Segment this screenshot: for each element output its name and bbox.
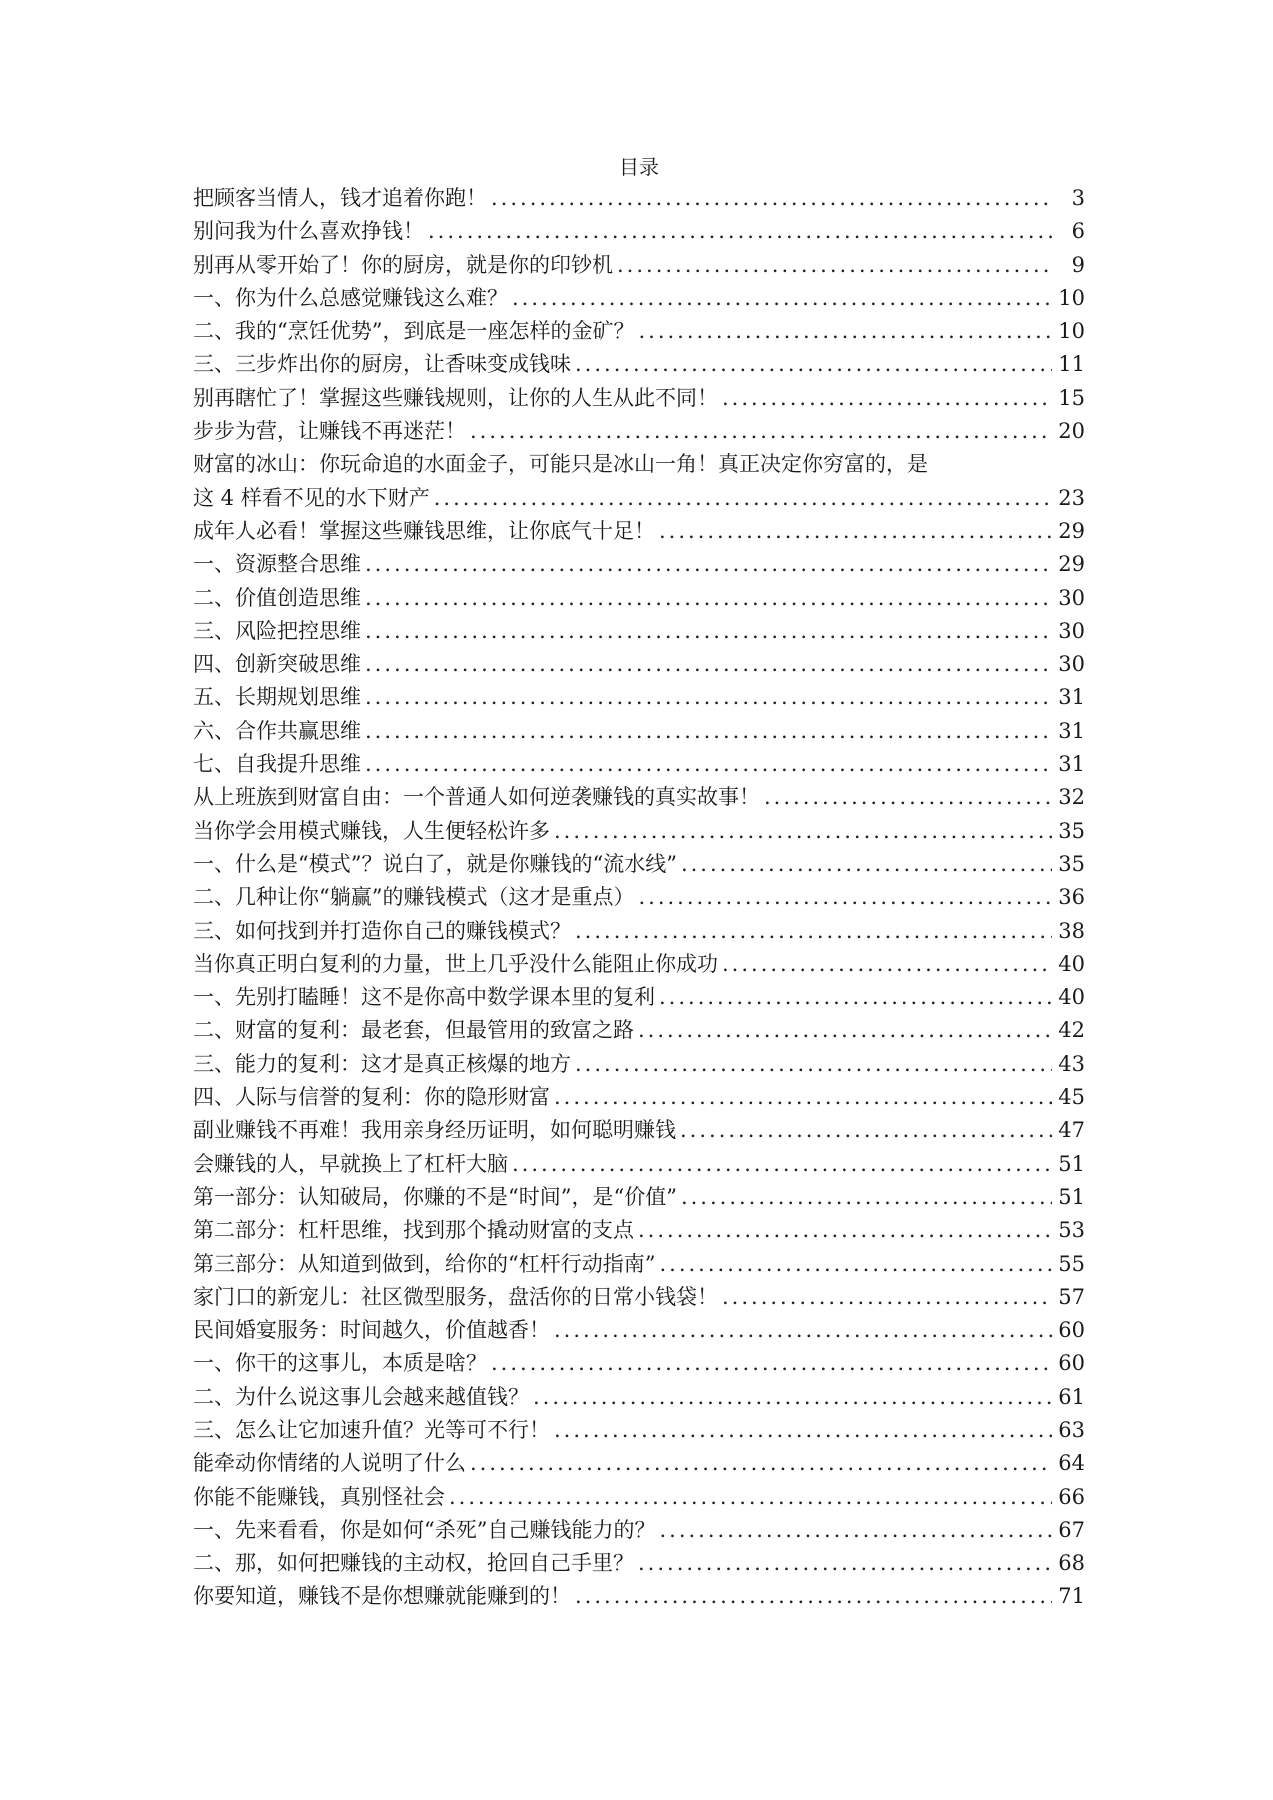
toc-entry-page-number: 60 [1058,1318,1085,1343]
toc-entry[interactable] [193,1048,1085,1081]
toc-entry-text: 一、先来看看，你是如何“杀死”自己赚钱能力的？ [193,1517,656,1542]
toc-entry-text: 当你学会用模式赚钱，人生便轻松许多 [193,818,550,843]
dot-leader [638,1014,1052,1047]
toc-entry[interactable] [193,1248,1085,1281]
toc-entry-page-number: 53 [1058,1218,1085,1243]
toc-entry-page-number: 30 [1058,618,1085,643]
toc-entry-text: 二、那，如何把赚钱的主动权，抢回自己手里？ [193,1551,634,1576]
toc-entry-text: 别再瞎忙了！掌握这些赚钱规则，让你的人生从此不同！ [193,385,718,410]
dot-leader [365,615,1052,648]
toc-entry-text: 步步为营，让赚钱不再迷茫！ [193,419,466,444]
toc-entry-page-number: 29 [1058,552,1085,577]
toc-entry-page-number: 31 [1058,718,1085,743]
toc-entry-text: 当你真正明白复利的力量，世上几乎没什么能阻止你成功 [193,951,718,976]
toc-entry[interactable] [193,415,1085,448]
toc-entry-text: 你能不能赚钱，真别怪社会 [193,1484,445,1509]
dot-leader [681,1181,1052,1214]
dot-leader [491,1347,1052,1380]
dot-leader [365,715,1052,748]
toc-title: 目录 [619,155,659,179]
toc-entry-page-number: 40 [1058,985,1085,1010]
toc-entry-page-number: 71 [1058,1584,1085,1609]
toc-entry-page-number: 43 [1058,1051,1085,1076]
dot-leader [638,1214,1052,1247]
toc-entry-text: 一、资源整合思维 [193,552,361,577]
toc-entry-text: 一、什么是“模式”？说白了，就是你赚钱的“流水线” [193,851,677,876]
toc-entry-page-number: 3 [1071,186,1085,210]
toc-entry-page-number: 51 [1058,1151,1085,1176]
toc-entry-text: 你要知道，赚钱不是你想赚就能赚到的！ [193,1584,571,1609]
toc-entry[interactable] [193,715,1085,748]
toc-entry[interactable] [193,215,1085,248]
toc-entry-page-number: 61 [1058,1384,1085,1409]
dot-leader [764,781,1052,814]
toc-entry-text: 别问我为什么喜欢挣钱！ [193,219,424,244]
toc-entry[interactable] [193,1547,1085,1580]
dot-leader [659,981,1052,1014]
dot-leader [434,482,1053,515]
toc-entry[interactable] [193,1447,1085,1480]
toc-entry[interactable] [193,1481,1085,1514]
toc-entry[interactable] [193,1314,1085,1347]
toc-entry-page-number: 32 [1058,785,1085,810]
toc-entry-text: 第三部分：从知道到做到，给你的“杠杆行动指南” [193,1251,656,1276]
toc-entry[interactable] [193,315,1085,348]
dot-leader [681,848,1052,881]
toc-entry-page-number: 38 [1058,918,1085,943]
toc-entry[interactable] [193,515,1085,548]
toc-entry[interactable] [193,915,1085,948]
toc-entry[interactable] [193,948,1085,981]
toc-entry[interactable] [193,1181,1085,1214]
dot-leader [365,748,1052,781]
dot-leader [575,1580,1052,1613]
dot-leader [554,1314,1052,1347]
toc-entry[interactable] [193,249,1085,282]
toc-entry-text: 三、三步炸出你的厨房，让香味变成钱味 [193,352,571,377]
toc-entry-page-number: 9 [1071,252,1085,277]
dot-leader [575,348,1052,381]
toc-entry[interactable] [193,1081,1085,1114]
toc-entry[interactable] [193,615,1085,648]
toc-entry-page-number: 6 [1071,219,1085,244]
dot-leader [659,515,1052,548]
toc-entry-text: 会赚钱的人，早就换上了杠杆大脑 [193,1151,508,1176]
toc-entry[interactable] [193,348,1085,381]
toc-entry-page-number: 57 [1058,1284,1085,1309]
dot-leader [638,315,1052,348]
dot-leader [638,1547,1052,1580]
toc-entry-line2 [193,482,1085,515]
toc-entry[interactable] [193,1014,1085,1047]
toc-entry-page-number: 20 [1058,419,1085,444]
toc-entry[interactable] [193,815,1085,848]
toc-entry-text: 一、你为什么总感觉赚钱这么难？ [193,285,508,310]
dot-leader [491,182,1053,215]
toc-entry-text: 民间婚宴服务：时间越久，价值越香！ [193,1318,550,1343]
toc-entry[interactable] [193,1580,1085,1613]
toc-entry-text: 二、价值创造思维 [193,585,361,610]
toc-entry[interactable] [193,448,1085,515]
toc-entry-page-number: 31 [1058,752,1085,777]
toc-entry-text: 第一部分：认知破局，你赚的不是“时间”，是“价值” [193,1184,677,1209]
toc-entry[interactable] [193,282,1085,315]
toc-list [193,182,1085,1614]
dot-leader [554,815,1052,848]
toc-entry-text: 从上班族到财富自由：一个普通人如何逆袭赚钱的真实故事！ [193,785,760,810]
toc-entry-page-number: 29 [1058,518,1085,543]
dot-leader [470,1447,1052,1480]
toc-entry-text: 把顾客当情人，钱才追着你跑！ [193,186,487,210]
dot-leader [365,548,1052,581]
toc-entry[interactable] [193,1514,1085,1547]
toc-entry-page-number: 10 [1058,319,1085,344]
toc-entry-text: 一、你干的这事儿，本质是啥？ [193,1351,487,1376]
dot-leader [554,1414,1052,1447]
dot-leader [428,215,1053,248]
dot-leader [533,1381,1052,1414]
toc-entry-text: 家门口的新宠儿：社区微型服务，盘活你的日常小钱袋！ [193,1284,718,1309]
dot-leader [449,1481,1052,1514]
toc-entry-page-number: 47 [1058,1118,1085,1143]
dot-leader [512,1148,1052,1181]
toc-entry-text: 四、创新突破思维 [193,652,361,677]
toc-entry-text: 二、几种让你“躺赢”的赚钱模式（这才是重点） [193,885,635,910]
toc-entry-page-number: 64 [1058,1451,1085,1476]
toc-entry[interactable] [193,881,1085,914]
dot-leader [575,915,1052,948]
toc-entry-page-number: 51 [1058,1184,1085,1209]
toc-entry-page-number: 10 [1058,285,1085,310]
toc-entry-page-number: 55 [1058,1251,1085,1276]
dot-leader [638,881,1052,914]
toc-entry-text: 第二部分：杠杆思维，找到那个撬动财富的支点 [193,1218,634,1243]
toc-entry-page-number: 11 [1058,352,1085,377]
toc-entry[interactable] [193,1381,1085,1414]
toc-entry-text: 别再从零开始了！你的厨房，就是你的印钞机 [193,252,613,277]
toc-entry[interactable] [193,1114,1085,1147]
toc-entry[interactable] [193,1148,1085,1181]
toc-entry[interactable] [193,981,1085,1014]
toc-entry[interactable] [193,1414,1085,1447]
toc-entry-text: 二、为什么说这事儿会越来越值钱？ [193,1384,529,1409]
toc-entry[interactable] [193,548,1085,581]
toc-entry-text: 成年人必看！掌握这些赚钱思维，让你底气十足！ [193,518,655,543]
toc-entry[interactable] [193,848,1085,881]
toc-entry-page-number: 15 [1058,385,1085,410]
toc-entry-page-number: 63 [1058,1417,1085,1442]
toc-entry-page-number: 35 [1058,818,1085,843]
toc-entry-text: 七、自我提升思维 [193,752,361,777]
toc-entry-page-number: 67 [1058,1517,1085,1542]
toc-entry-page-number: 68 [1058,1551,1085,1576]
toc-entry[interactable] [193,648,1085,681]
dot-leader [659,1248,1052,1281]
toc-entry-page-number: 31 [1058,685,1085,710]
dot-leader [722,382,1052,415]
dot-leader [680,1114,1052,1147]
dot-leader [470,415,1052,448]
toc-entry-text: 三、风险把控思维 [193,618,361,643]
dot-leader [365,681,1052,714]
dot-leader [722,1281,1052,1314]
toc-entry-text-line2: 这 4 样看不见的水下财产 [193,485,430,510]
dot-leader [365,582,1052,615]
dot-leader [722,948,1052,981]
dot-leader [512,282,1052,315]
toc-entry[interactable] [193,1281,1085,1314]
toc-entry-text: 二、财富的复利：最老套，但最管用的致富之路 [193,1018,634,1043]
toc-entry-text: 三、能力的复利：这才是真正核爆的地方 [193,1051,571,1076]
dot-leader [554,1081,1052,1114]
toc-entry-page-number: 40 [1058,951,1085,976]
toc-entry-text: 能牵动你情绪的人说明了什么 [193,1451,466,1476]
toc-entry-text: 三、怎么让它加速升值？光等可不行！ [193,1417,550,1442]
toc-entry-page-number: 36 [1058,885,1085,910]
toc-entry-page-number: 60 [1058,1351,1085,1376]
toc-entry-text: 二、我的“烹饪优势”，到底是一座怎样的金矿？ [193,319,635,344]
toc-entry-text: 一、先别打瞌睡！这不是你高中数学课本里的复利 [193,985,655,1010]
dot-leader [575,1048,1052,1081]
toc-entry[interactable] [193,1347,1085,1380]
toc-entry-text: 副业赚钱不再难！我用亲身经历证明，如何聪明赚钱 [193,1118,676,1143]
toc-entry-page-number: 35 [1058,851,1085,876]
toc-entry-page-number: 30 [1058,652,1085,677]
toc-entry[interactable] [193,681,1085,714]
toc-entry-text-line1: 财富的冰山：你玩命追的水面金子，可能只是冰山一角！真正决定你穷富的，是 [193,452,928,477]
toc-entry-text: 五、长期规划思维 [193,685,361,710]
toc-entry[interactable] [193,1214,1085,1247]
toc-entry-page-number: 66 [1058,1484,1085,1509]
dot-leader [617,249,1053,282]
toc-entry-page-number: 23 [1058,485,1085,510]
toc-entry[interactable] [193,781,1085,814]
toc-entry[interactable] [193,182,1085,215]
toc-entry-text: 四、人际与信誉的复利：你的隐形财富 [193,1085,550,1110]
toc-entry[interactable] [193,748,1085,781]
toc-page [193,152,1085,1614]
toc-entry[interactable] [193,582,1085,615]
toc-entry-page-number: 30 [1058,585,1085,610]
toc-entry-page-number: 42 [1058,1018,1085,1043]
dot-leader [365,648,1052,681]
toc-entry-text: 三、如何找到并打造你自己的赚钱模式？ [193,918,571,943]
toc-entry-page-number: 45 [1058,1085,1085,1110]
dot-leader [659,1514,1052,1547]
toc-entry[interactable] [193,382,1085,415]
toc-entry-text: 六、合作共赢思维 [193,718,361,743]
